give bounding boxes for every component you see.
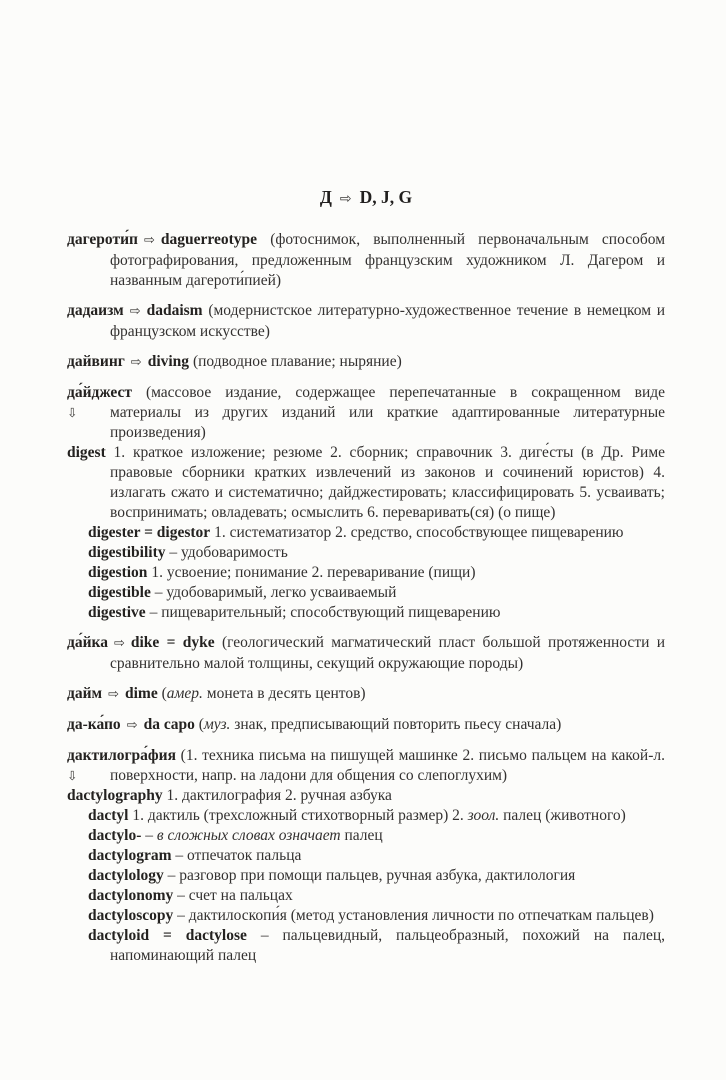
headword: dactylogram xyxy=(88,847,172,864)
headword: digestive xyxy=(88,604,146,621)
entry-group-dakapo xyxy=(67,715,665,736)
entry-digest xyxy=(67,443,666,523)
entry-dactylography xyxy=(67,786,665,806)
headword: дагероти́п xyxy=(67,231,138,248)
entry-description: 1. дактиль (трехсложный стихотворный размер) 2. xyxy=(132,807,464,824)
english-equivalent: dike = dyke xyxy=(130,634,215,651)
entry-description: – удобоваримость xyxy=(169,544,288,561)
entry-group-dadaizm xyxy=(67,301,665,342)
entry-description: 1. дактилография 2. ручная азбука xyxy=(166,787,392,804)
entry-dactylonomy xyxy=(88,886,665,906)
headword: digestibility xyxy=(88,544,166,561)
entry-description: (1. техника письма на пишущей машинке 2. письмо пальцем на какой-л. поверхности, напр. на ладони для общения со слепоглухим) xyxy=(110,747,665,784)
headword: dactylonomy xyxy=(88,887,174,904)
entry-description: (фотоснимок, выполненный первоначальным способом фотографирования, предложенным французским художником Л. Дагером и названным дагероти́пией) xyxy=(110,231,666,289)
entry-digestible xyxy=(88,583,665,603)
entry-description: ( xyxy=(198,716,204,733)
entry-description: 1. усвоение; понимание 2. переваривание (пищи) xyxy=(151,564,476,581)
headword: дактилогра́фия xyxy=(67,747,176,764)
headword: digester = digestor xyxy=(88,524,211,541)
headword: дайм xyxy=(67,685,103,702)
usage-label: зоол. xyxy=(467,807,500,824)
section-letter: Д xyxy=(319,187,332,207)
entry-digestion xyxy=(88,563,665,583)
right-arrow-icon: ⇨ xyxy=(108,687,119,702)
entry-dactyloscopy xyxy=(88,906,665,926)
usage-label: муз. xyxy=(203,716,231,733)
right-arrow-icon: ⇨ xyxy=(143,233,155,248)
section-equivalents: D, J, G xyxy=(359,187,413,207)
entry-daym xyxy=(67,684,665,705)
section-header xyxy=(67,186,665,210)
entry-dakapo xyxy=(67,715,665,736)
entry-description: 1. краткое изложение; резюме 2. сборник; справочник 3. диге́сты (в Др. Риме правовые сборники кратких извлечений из законов и сочинений юристов) 4. излагать сжато и систематично; дайджестировать; классифицировать 5. усваивать; воспринимать; овладевать; осмыслить 6. переваривать(ся) (о пище) xyxy=(110,444,666,521)
english-equivalent: dime xyxy=(125,685,158,702)
entry-dactylogram xyxy=(88,846,665,866)
headword: digest xyxy=(67,444,106,461)
entry-dactyloid xyxy=(88,926,666,966)
entry-daydzhest xyxy=(67,383,666,443)
english-equivalent: diving xyxy=(147,353,190,370)
entry-dadaizm xyxy=(67,301,666,342)
entry-description: – пищеварительный; способствующий пищеварению xyxy=(149,604,501,621)
entry-group-dagerotip xyxy=(67,230,665,291)
entry-description: – пальцевидный, пальцеобразный, похожий на палец, напоминающий палец xyxy=(110,927,666,964)
headword: digestible xyxy=(88,584,151,601)
right-arrow-icon: ⇨ xyxy=(130,355,142,370)
entry-group-daym xyxy=(67,684,665,705)
right-arrow-icon: ⇨ xyxy=(113,636,125,651)
headword: digestion xyxy=(88,564,148,581)
english-equivalent: da capo xyxy=(143,716,195,733)
right-arrow-icon: ⇨ xyxy=(129,304,141,319)
entry-digestibility xyxy=(88,543,665,563)
headword: dactylo- xyxy=(88,827,142,844)
headword: dactyloid = dactylose xyxy=(88,927,247,944)
right-arrow-icon: ⇨ xyxy=(339,191,352,207)
entry-description: – xyxy=(145,827,154,844)
entry-description: – удобоваримый, легко усваиваемый xyxy=(154,584,397,601)
entry-description: (массовое издание, содержащее перепечатанные в сокращенном виде материалы из других изданий или краткие адаптированные литературные произведения) xyxy=(110,384,666,441)
entry-dagerotip xyxy=(67,230,666,291)
entry-description: 1. систематизатор 2. средство, способствующее пищеварению xyxy=(214,524,624,541)
headword: dactyl xyxy=(88,807,129,824)
entry-group-dayving xyxy=(67,352,665,373)
entry-description: знак, предписывающий повторить пьесу сначала) xyxy=(234,716,562,733)
down-arrow-icon: ⇩ xyxy=(67,405,78,420)
entry-description: (геологический магматический пласт большой протяженности и сравнительно малой толщины, секущий окружающие породы) xyxy=(110,634,666,672)
entry-digester xyxy=(88,523,665,543)
entry-description: (подводное плавание; ныряние) xyxy=(192,353,402,370)
entry-description: – отпечаток пальца xyxy=(175,847,302,864)
headword: dactyloscopy xyxy=(88,907,174,924)
entry-description: (модернистское литературно-художественное течение в немецком и французском искусстве) xyxy=(110,302,666,340)
headword: да́йка xyxy=(67,634,108,651)
headword: dactylology xyxy=(88,867,164,884)
headword: да-ка́по xyxy=(67,716,121,733)
english-equivalent: daguerreotype xyxy=(160,231,258,248)
entry-description: монета в десять центов) xyxy=(206,685,366,702)
down-arrow-icon: ⇩ xyxy=(67,768,78,783)
right-arrow-icon: ⇨ xyxy=(126,718,138,733)
entry-description: – дактилоскопи́я (метод установления личности по отпечаткам пальцев) xyxy=(177,907,654,924)
headword: dactylography xyxy=(67,787,163,804)
headword: дайвинг xyxy=(67,353,125,370)
entry-description: ( xyxy=(161,685,167,702)
entry-dactyl xyxy=(88,806,665,826)
entry-dayving xyxy=(67,352,665,373)
headword: да́йджест xyxy=(67,384,132,401)
entry-dactylology xyxy=(88,866,665,886)
usage-label: амер. xyxy=(166,685,203,702)
entry-dactylo xyxy=(88,826,665,846)
entry-dayka xyxy=(67,633,666,674)
entry-description: – счет на пальцах xyxy=(177,887,293,904)
entry-description: палец xyxy=(344,827,383,844)
entry-group-daydzhest xyxy=(67,383,665,623)
usage-label: в сложных словах означает xyxy=(156,827,341,844)
entry-group-dayka xyxy=(67,633,665,674)
headword: дадаизм xyxy=(67,302,124,319)
entry-daktilografiya xyxy=(67,746,665,786)
entry-digestive xyxy=(88,603,665,623)
entry-description: – разговор при помощи пальцев, ручная азбука, дактилология xyxy=(167,867,576,884)
english-equivalent: dadaism xyxy=(146,302,203,319)
entry-group-daktilografiya xyxy=(67,746,665,966)
entry-description: палец (животного) xyxy=(503,807,626,824)
